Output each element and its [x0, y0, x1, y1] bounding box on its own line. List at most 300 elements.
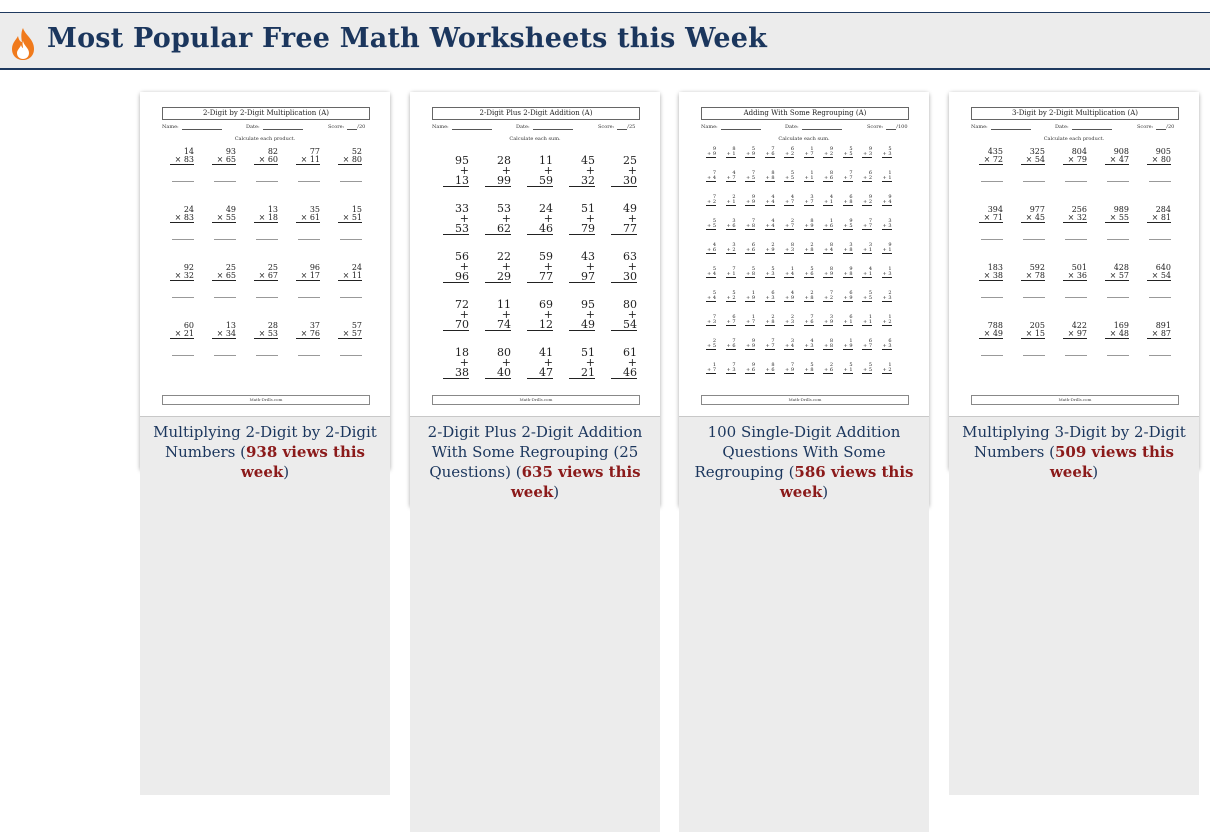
problem-item [706, 339, 716, 350]
problem-item [804, 363, 814, 374]
operator-sign: × [1025, 329, 1033, 338]
worksheet-card[interactable] [410, 92, 660, 507]
operator-sign: + [843, 343, 848, 349]
operand-bottom [745, 224, 755, 230]
operand-bottom [485, 358, 511, 379]
operand-top: 394 [987, 205, 1003, 214]
operand-top: 2 [829, 362, 833, 368]
score-field [867, 124, 908, 130]
problem-item [254, 264, 278, 281]
operand-value: 3 [771, 271, 775, 277]
views-count: 635 views this week [510, 463, 641, 501]
operator-sign: + [707, 175, 712, 181]
operator-sign: + [765, 343, 770, 349]
operator-sign: + [726, 175, 731, 181]
operand-top: 80 [497, 346, 511, 359]
problem-item [765, 315, 775, 326]
operand-top: 15 [351, 205, 362, 214]
operand-value: 30 [623, 270, 637, 283]
operand-value: 8 [751, 223, 755, 229]
operator-sign: × [1151, 329, 1159, 338]
operand-value: 6 [810, 271, 814, 277]
caption-text[interactable]: 2-Digit Plus 2-Digit Addition With Some Regrouping (25 Questions) ( [427, 423, 643, 481]
operand-bottom [706, 176, 716, 182]
operand-top: 7 [771, 338, 775, 344]
operand-top: 5 [868, 290, 872, 296]
views-count: 938 views this week [240, 443, 366, 481]
operator-sign: + [785, 247, 790, 253]
operand-top: 6 [751, 242, 755, 248]
problem-item [843, 147, 853, 158]
operand-top: 6 [868, 338, 872, 344]
problem-item [784, 219, 794, 230]
problem-item [745, 267, 755, 278]
operand-bottom [823, 296, 833, 302]
problem-item [823, 147, 833, 158]
operand-value: 29 [497, 270, 511, 283]
operand-value: 2 [829, 295, 833, 301]
operator-sign: + [863, 151, 868, 157]
problem-item [569, 348, 595, 379]
operand-top: 9 [849, 266, 853, 272]
operand-bottom [765, 152, 775, 158]
operand-value: 4 [712, 271, 716, 277]
problem-item [765, 195, 775, 206]
operator-sign: + [543, 308, 553, 321]
operand-top: 3 [868, 242, 872, 248]
problem-item [823, 243, 833, 254]
operand-bottom [170, 272, 194, 281]
answer-line [340, 354, 362, 356]
problem-item [726, 363, 736, 374]
operand-value: 9 [810, 223, 814, 229]
operand-bottom [1147, 214, 1171, 223]
operator-sign: + [882, 175, 887, 181]
problem-item [338, 322, 362, 339]
answer-line [214, 354, 236, 356]
operand-bottom [706, 224, 716, 230]
date-label: Date: [246, 124, 260, 130]
answer-line [981, 238, 1003, 240]
operand-bottom [254, 272, 278, 281]
operand-value: 2 [868, 199, 872, 205]
operator-sign: + [746, 367, 751, 373]
operator-sign: + [804, 151, 809, 157]
problem-item [765, 363, 775, 374]
operand-top: 2 [790, 218, 794, 224]
operand-bottom [784, 152, 794, 158]
operand-value: 54 [1160, 271, 1171, 280]
operand-top: 80 [623, 298, 637, 311]
operand-bottom [862, 152, 872, 158]
operand-value: 11 [351, 271, 362, 280]
operand-top: 8 [829, 242, 833, 248]
operator-sign: + [863, 199, 868, 205]
operand-value: 3 [790, 247, 794, 253]
operand-top: 13 [267, 205, 278, 214]
operand-bottom [254, 330, 278, 339]
worksheet-caption[interactable] [140, 417, 390, 795]
problem-item [823, 291, 833, 302]
operand-value: 80 [1160, 155, 1171, 164]
problem-item [882, 171, 892, 182]
sheet-footer: Math-Drills.com [701, 395, 909, 405]
worksheet-caption[interactable] [949, 417, 1199, 795]
operator-sign: × [1109, 155, 1117, 164]
operator-sign: + [843, 151, 848, 157]
operand-value: 7 [712, 367, 716, 373]
problem-item [254, 322, 278, 339]
operand-value: 1 [868, 319, 872, 325]
operand-value: 9 [712, 151, 716, 157]
operand-value: 48 [1118, 329, 1129, 338]
answer-line [172, 354, 194, 356]
operand-value: 8 [810, 247, 814, 253]
problem-item [1021, 264, 1045, 281]
operand-bottom [527, 214, 553, 235]
operand-value: 4 [790, 343, 794, 349]
operator-sign: × [258, 329, 266, 338]
answer-line [340, 180, 362, 182]
operand-value: 32 [1076, 213, 1087, 222]
name-label: Name: [701, 124, 718, 130]
operand-value: 1 [868, 271, 872, 277]
operand-value: 54 [623, 318, 637, 331]
operand-bottom [745, 200, 755, 206]
operand-top: 5 [849, 362, 853, 368]
worksheet-card[interactable] [949, 92, 1199, 481]
operand-bottom [882, 224, 892, 230]
operator-sign: + [585, 164, 595, 177]
operand-value: 9 [849, 295, 853, 301]
operand-top: 8 [829, 338, 833, 344]
operand-bottom [212, 272, 236, 281]
operand-value: 3 [771, 295, 775, 301]
operand-value: 97 [1076, 329, 1087, 338]
operand-top: 7 [771, 146, 775, 152]
operand-bottom [862, 368, 872, 374]
problem-item [726, 315, 736, 326]
problem-item [882, 267, 892, 278]
operand-bottom [338, 214, 362, 223]
operand-top: 1 [849, 338, 853, 344]
operand-bottom [443, 166, 469, 187]
operand-top: 1 [868, 314, 872, 320]
operand-value: 7 [751, 319, 755, 325]
operator-sign: + [804, 367, 809, 373]
operator-sign: + [804, 247, 809, 253]
operator-sign: + [785, 295, 790, 301]
operator-sign: + [726, 199, 731, 205]
operand-bottom [443, 262, 469, 283]
operand-value: 79 [1076, 155, 1087, 164]
operand-bottom [843, 176, 853, 182]
answer-line [1107, 296, 1129, 298]
operand-value: 9 [751, 343, 755, 349]
operand-top: 4 [868, 266, 872, 272]
operator-sign: × [1025, 155, 1033, 164]
problem-item [882, 243, 892, 254]
operand-bottom [882, 176, 892, 182]
popular-banner [0, 12, 1210, 70]
operand-value: 53 [267, 329, 278, 338]
operand-top: 2 [810, 242, 814, 248]
problem-item [765, 291, 775, 302]
date-field [1055, 124, 1112, 130]
operand-bottom [706, 296, 716, 302]
operand-bottom [784, 272, 794, 278]
problem-item [843, 291, 853, 302]
caption-text[interactable]: Multiplying 3-Digit by 2-Digit Numbers ( [962, 423, 1186, 461]
problem-item [170, 206, 194, 223]
operand-bottom [784, 248, 794, 254]
operand-bottom [843, 224, 853, 230]
operand-top: 4 [712, 242, 716, 248]
operand-top: 1 [810, 146, 814, 152]
problem-item [862, 171, 872, 182]
operator-sign: × [1109, 329, 1117, 338]
operand-top: 57 [351, 321, 362, 330]
operand-bottom [765, 320, 775, 326]
operand-value: 3 [790, 319, 794, 325]
score-label: Score: [867, 124, 884, 130]
operand-top: 5 [751, 266, 755, 272]
operand-bottom [765, 224, 775, 230]
operator-sign: × [300, 155, 308, 164]
operand-bottom [338, 156, 362, 165]
operand-top: 9 [888, 194, 892, 200]
operator-sign: + [804, 271, 809, 277]
worksheet-preview[interactable] [140, 92, 390, 417]
operand-value: 7 [868, 223, 872, 229]
problem-item [784, 315, 794, 326]
operator-sign: + [726, 271, 731, 277]
operand-top: 1 [829, 218, 833, 224]
operator-sign: + [824, 295, 829, 301]
problem-item [1063, 264, 1087, 281]
operator-sign: + [785, 319, 790, 325]
operand-bottom [485, 262, 511, 283]
operand-value: 5 [751, 175, 755, 181]
problem-item [706, 267, 716, 278]
problem-item [338, 148, 362, 165]
operand-value: 54 [1034, 155, 1045, 164]
problem-item [804, 219, 814, 230]
worksheet-preview[interactable] [410, 92, 660, 417]
operator-sign: + [863, 175, 868, 181]
operand-value: 1 [868, 247, 872, 253]
operand-top: 7 [790, 362, 794, 368]
operator-sign: + [746, 247, 751, 253]
flame-icon [8, 27, 38, 61]
date-label: Date: [516, 124, 530, 130]
operand-value: 77 [623, 222, 637, 235]
caption-text[interactable]: Multiplying 2-Digit by 2-Digit Numbers ( [153, 423, 377, 461]
operand-bottom [882, 152, 892, 158]
operand-top: 4 [771, 218, 775, 224]
operand-top: 51 [581, 346, 595, 359]
sheet-footer: Math-Drills.com [162, 395, 370, 405]
operand-top: 9 [751, 338, 755, 344]
score-label: Score: [328, 124, 345, 130]
operator-sign: + [804, 343, 809, 349]
operator-sign: × [342, 329, 350, 338]
operand-value: 46 [623, 366, 637, 379]
operand-bottom [338, 330, 362, 339]
operand-top: 205 [1029, 321, 1045, 330]
problem-item [823, 363, 833, 374]
answer-line [1107, 180, 1129, 182]
problem-item [726, 219, 736, 230]
operand-bottom [569, 310, 595, 331]
operator-sign: + [746, 151, 751, 157]
operand-bottom [611, 310, 637, 331]
operand-top: 325 [1029, 147, 1045, 156]
operator-sign: × [174, 155, 182, 164]
operator-sign: + [785, 151, 790, 157]
operator-sign: + [459, 212, 469, 225]
operator-sign: + [824, 367, 829, 373]
operand-top: 7 [849, 170, 853, 176]
operand-top: 4 [829, 194, 833, 200]
operand-top: 9 [888, 242, 892, 248]
problem-item [706, 195, 716, 206]
operand-value: 11 [309, 155, 320, 164]
operand-bottom [1021, 156, 1045, 165]
caption-close: ) [1092, 463, 1099, 481]
answer-line [214, 180, 236, 182]
worksheet-preview[interactable] [679, 92, 929, 417]
operator-sign: + [501, 308, 511, 321]
operand-bottom [485, 310, 511, 331]
operand-value: 6 [751, 367, 755, 373]
answer-line [214, 238, 236, 240]
operator-sign: + [882, 319, 887, 325]
instructions: Calculate each product. [234, 136, 296, 142]
answer-line [1065, 354, 1087, 356]
operator-sign: + [707, 343, 712, 349]
operator-sign: + [501, 212, 511, 225]
caption-text[interactable]: 100 Single-Digit Addition Questions With Some Regrouping ( [694, 423, 901, 481]
operand-value: 8 [810, 367, 814, 373]
problem-item [823, 339, 833, 350]
operand-top: 5 [712, 290, 716, 296]
operand-bottom [485, 166, 511, 187]
answer-line [1023, 296, 1045, 298]
operator-sign: + [585, 308, 595, 321]
problem-item [1021, 148, 1045, 165]
operand-bottom [882, 248, 892, 254]
problem-item [882, 339, 892, 350]
operator-sign: + [843, 247, 848, 253]
operand-top: 22 [497, 250, 511, 263]
problem-item [569, 204, 595, 235]
problem-item [745, 243, 755, 254]
operand-bottom [823, 248, 833, 254]
operator-sign: + [785, 199, 790, 205]
problem-item [745, 291, 755, 302]
operand-value: 32 [183, 271, 194, 280]
operand-top: 788 [987, 321, 1003, 330]
operand-value: 76 [309, 329, 320, 338]
operand-bottom [823, 152, 833, 158]
operand-value: 2 [790, 151, 794, 157]
operator-sign: + [726, 319, 731, 325]
worksheet-caption[interactable] [679, 417, 929, 832]
operand-bottom [1147, 156, 1171, 165]
operand-top: 6 [849, 290, 853, 296]
operator-sign: × [1109, 271, 1117, 280]
operand-bottom [212, 214, 236, 223]
operand-bottom [706, 344, 716, 350]
operand-bottom [443, 214, 469, 235]
worksheet-card[interactable] [140, 92, 390, 481]
operator-sign: × [300, 271, 308, 280]
problem-item [804, 267, 814, 278]
operand-bottom [745, 368, 755, 374]
operand-bottom [296, 214, 320, 223]
operand-top: 4 [790, 290, 794, 296]
answer-line [981, 180, 1003, 182]
operand-top: 7 [732, 266, 736, 272]
problem-item [882, 315, 892, 326]
operand-top: 5 [810, 266, 814, 272]
operand-bottom [862, 320, 872, 326]
operand-bottom [862, 296, 872, 302]
operand-top: 45 [581, 154, 595, 167]
operator-sign: + [707, 199, 712, 205]
operand-top: 1 [790, 266, 794, 272]
operand-bottom [706, 368, 716, 374]
operand-bottom [726, 344, 736, 350]
operand-bottom [882, 296, 892, 302]
problem-item [804, 147, 814, 158]
operand-value: 7 [771, 343, 775, 349]
operand-top: 56 [455, 250, 469, 263]
operand-top: 7 [712, 314, 716, 320]
operand-bottom [726, 224, 736, 230]
problem-item [784, 291, 794, 302]
operand-top: 63 [623, 250, 637, 263]
worksheet-card[interactable] [679, 92, 929, 507]
operand-bottom [843, 320, 853, 326]
worksheet-caption[interactable] [410, 417, 660, 832]
operand-value: 7 [732, 175, 736, 181]
operand-bottom [527, 358, 553, 379]
operand-top: 5 [732, 290, 736, 296]
operand-value: 7 [810, 151, 814, 157]
operator-sign: × [342, 213, 350, 222]
operand-top: 8 [829, 266, 833, 272]
name-field [971, 124, 1031, 130]
problem-item [338, 206, 362, 223]
operand-value: 5 [868, 367, 872, 373]
operator-sign: × [1067, 155, 1075, 164]
operator-sign: + [459, 308, 469, 321]
operand-bottom [1105, 272, 1129, 281]
problem-item [1147, 148, 1171, 165]
date-label: Date: [1055, 124, 1069, 130]
operand-bottom [1021, 214, 1045, 223]
worksheet-preview[interactable] [949, 92, 1199, 417]
operator-sign: + [627, 356, 637, 369]
operand-value: 21 [183, 329, 194, 338]
operand-top: 5 [790, 170, 794, 176]
problem-item [1063, 206, 1087, 223]
problem-item [765, 267, 775, 278]
operand-top: 7 [810, 314, 814, 320]
page-title: Most Popular Free Math Worksheets this Week [47, 23, 768, 54]
